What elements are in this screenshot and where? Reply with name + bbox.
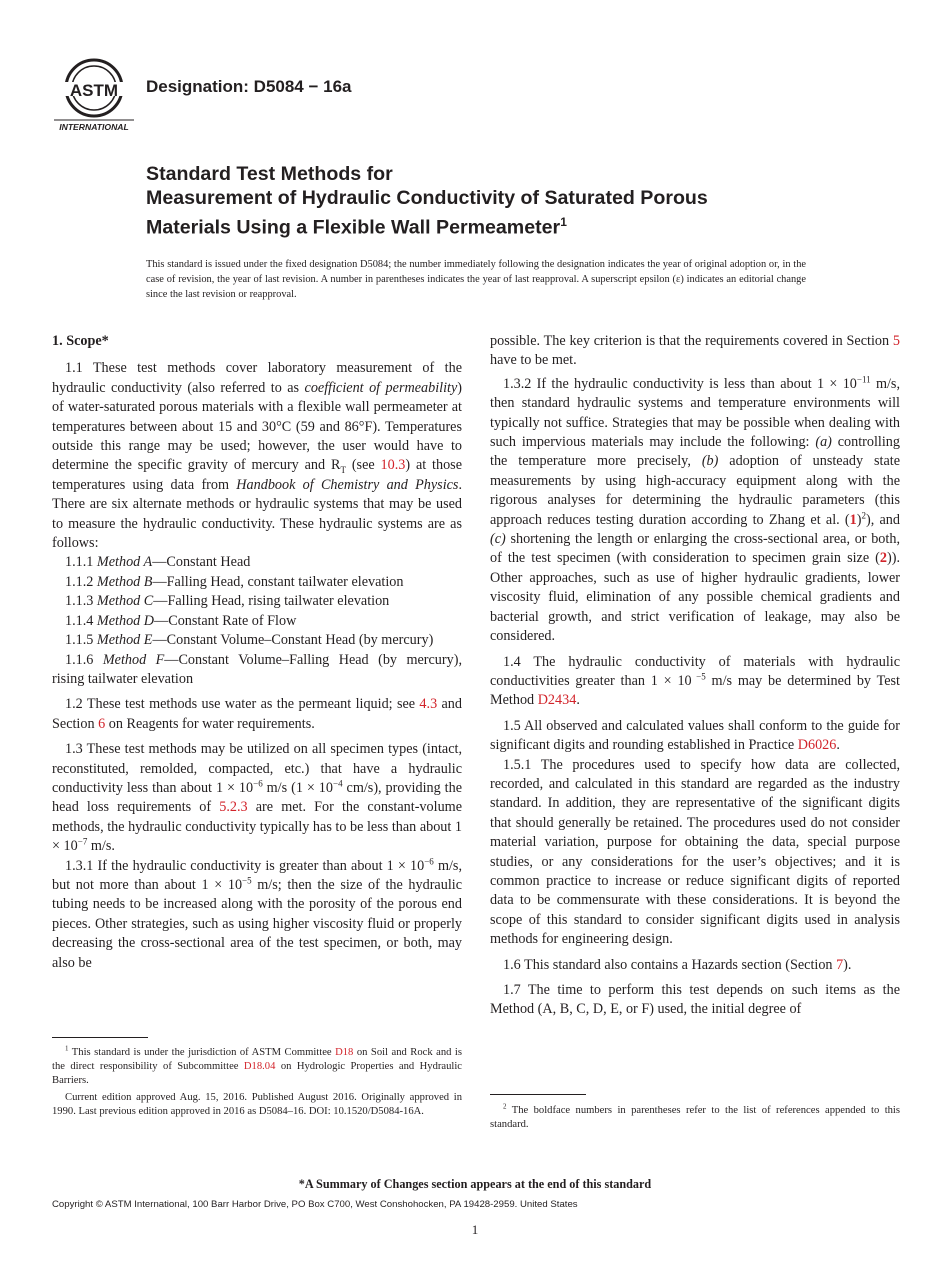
text: adoption of unsteady state measurements by using high-accuracy equipment along with the rigorous analyses for determining the hydraulic parameters (this approach reduces testing duration according to Zhang et al. (	[490, 453, 901, 528]
text: m/s may be determined by Test Method	[490, 672, 900, 709]
link-10-3[interactable]: 10.3	[380, 457, 406, 474]
method-number: 1.1.4	[65, 612, 97, 629]
method-name: Method B	[96, 573, 153, 590]
astm-logo	[52, 58, 136, 134]
text: .	[836, 737, 840, 754]
designation: Designation: D5084 − 16a	[146, 77, 352, 96]
text: m/s; then the size of the hydraulic tubing needs to be increased along with the porosity of the porous end pieces. Other strategies, such as using higher viscosity fluid or properly decreasing the cross-sectional area of the test specimen, or both, may also be	[52, 876, 463, 971]
method-desc: —Falling Head, rising tailwater elevation	[153, 593, 390, 610]
text: are met. For the constant-volume methods, the hydraulic conductivity typically has to be less than about 1 × 10	[52, 799, 462, 855]
superscript: −5	[691, 671, 706, 682]
method-item-e	[52, 631, 462, 650]
title-line-2: Measurement of Hydraulic Conductivity of Saturated Porous	[146, 187, 708, 209]
method-name: Method F	[102, 651, 165, 668]
text: 1.6 This standard also contains a Hazards section (Section	[503, 956, 837, 973]
footnote-rule	[52, 1037, 148, 1038]
text: ), and	[865, 511, 900, 528]
left-column	[52, 332, 462, 973]
footnote-1-edition: Current edition approved Aug. 15, 2016. Published August 2016. Originally approved in 1990. Last previous edition approved in 2016 as D5084–16. DOI: 10.1520/D5084-16A.	[52, 1091, 462, 1117]
text: on Soil and Rock and is the direct responsibility of Subcommittee	[52, 1047, 462, 1073]
method-number: 1.1.6	[65, 651, 103, 668]
method-desc: —Constant Head	[152, 554, 251, 571]
ref-link-2[interactable]: 2	[879, 550, 887, 567]
title-line-1: Standard Test Methods for	[146, 163, 393, 185]
superscript: 2	[861, 509, 866, 520]
text: on Reagents for water requirements.	[105, 715, 315, 732]
document-title	[146, 162, 866, 240]
footnote-1-jurisdiction	[52, 1046, 462, 1089]
page-number: 1	[471, 1222, 479, 1237]
link-section-7[interactable]: 7	[836, 956, 844, 973]
section-heading-scope: 1. Scope*	[52, 333, 109, 349]
ref-link-1[interactable]: 1	[849, 511, 857, 528]
text: )	[856, 511, 862, 528]
method-item-c	[52, 592, 462, 611]
logo-text-international: INTERNATIONAL	[59, 122, 129, 132]
method-number: 1.1.5	[65, 632, 97, 649]
text-italic: Handbook of Chemistry and Physics	[236, 476, 459, 493]
text: This standard is under the jurisdiction of ASTM Committee	[68, 1047, 336, 1058]
method-desc: —Constant Volume–Constant Head (by mercury)	[152, 632, 434, 649]
text-italic: (c)	[490, 531, 506, 548]
title-footnote-mark: 1	[560, 215, 567, 229]
method-item-f	[52, 651, 462, 690]
method-name: Method C	[96, 593, 154, 610]
method-number: 1.1.3	[65, 593, 97, 610]
text: and Section	[52, 696, 462, 732]
para-1-3-1	[52, 857, 462, 973]
text: m/s, but not more than about 1 × 10	[52, 857, 462, 893]
logo-text-astm: ASTM	[69, 81, 119, 100]
para-1-3	[52, 740, 462, 856]
method-name: Method A	[96, 554, 153, 571]
para-1-3-1-continued: possible. The key criterion is that the requirements covered in Section 5 have to be met.	[490, 333, 900, 369]
text-italic: coefficient of permeability	[304, 379, 458, 396]
astm-logo-graphic	[52, 58, 136, 134]
title-line-3-text: Materials Using a Flexible Wall Permeameter	[146, 216, 561, 239]
text: 1.1 These test methods cover laboratory measurement of the hydraulic conductivity (also referred to as	[52, 360, 462, 396]
text: m/s, then standard hydraulic systems and temperature environments will typically not suffice. Strategies that may be possible when dealing with such impervious materials may include the following:	[490, 375, 900, 451]
right-column	[490, 332, 900, 1020]
subscript: T	[340, 465, 346, 476]
text: cm/s), providing the head loss requirements of	[52, 779, 462, 816]
para-1-4	[490, 653, 900, 711]
link-section-5-dup[interactable]: 5	[892, 333, 900, 349]
title-line-3	[146, 210, 866, 240]
para-1-1	[52, 359, 462, 553]
link-d6026[interactable]: D6026	[797, 737, 837, 754]
superscript: −11	[856, 374, 871, 385]
method-desc: —Constant Rate of Flow	[154, 612, 297, 629]
text: . There are six alternate methods or hydraulic systems that may be used to measure the hydraulic conductivity. These hydraulic systems are as follows:	[52, 476, 462, 552]
footnote-mark: 2	[503, 1102, 507, 1111]
superscript: −6	[253, 778, 263, 789]
link-4-3[interactable]: 4.3	[419, 696, 438, 713]
copyright-line: Copyright © ASTM International, 100 Barr Harbor Drive, PO Box C700, West Conshohocken, PA 19428-2959. United States	[52, 1199, 578, 1210]
footnote-2-text	[490, 1104, 900, 1132]
footnote-2	[490, 1104, 900, 1132]
text: (see	[345, 457, 381, 474]
link-d2434[interactable]: D2434	[537, 692, 577, 709]
text: .	[576, 692, 580, 709]
link-d18[interactable]: D18	[335, 1047, 354, 1058]
link-section-6[interactable]: 6	[98, 715, 106, 732]
text: 1.3.1 If the hydraulic conductivity is greater than about 1 × 10	[65, 857, 425, 874]
text: ) at those temperatures using data from	[52, 457, 463, 493]
footnote-1	[52, 1046, 462, 1119]
para-1-2	[52, 695, 462, 734]
intro-paragraph: This standard is issued under the fixed designation D5084; the number immediately following the designation indicates the year of original adoption or, in the case of revision, the year of last revision. A number in parentheses indicates the year of last reapproval. A superscript epsilon (ε) indicates an editorial change since the last revision or reapproval.	[146, 259, 806, 300]
method-desc: —Constant Volume–Falling Head (by mercury), rising tailwater elevation	[52, 651, 462, 687]
text: ).	[843, 956, 852, 973]
text: m/s.	[87, 838, 115, 855]
superscript: −5	[242, 875, 252, 886]
method-name: Method D	[96, 612, 155, 629]
text-italic: (a)	[815, 434, 832, 451]
text: on Hydrologic Properties and Hydraulic Barriers.	[52, 1061, 463, 1087]
method-number: 1.1.2	[65, 573, 97, 590]
para-1-5	[490, 717, 900, 756]
para-1-7: 1.7 The time to perform this test depends on such items as the Method (A, B, C, D, E, or F) used, the initial degree of	[490, 982, 900, 1018]
text: 1.3.2 If the hydraulic conductivity is less than about 1 × 10	[503, 375, 857, 392]
footnote-rule	[490, 1094, 586, 1095]
method-number: 1.1.1	[65, 554, 97, 571]
superscript: −4	[333, 778, 343, 789]
link-5-2-3[interactable]: 5.2.3	[219, 799, 248, 816]
superscript: −7	[77, 836, 88, 847]
para-1-5-1: 1.5.1 The procedures used to specify how data are collected, recorded, and calculated in this standard are regarded as the industry standard. In addition, they are representative of the significant digits that should generally be retained. The procedures used do not consider material variation, purpose for obtaining the data, special purpose studies, or any considerations for the user’s objectives; and it is common practice to increase or reduce significant digits of reported data to be commensurate with these considerations. It is beyond the scope of this standard to consider significant digits used in analysis methods for engineering design.	[490, 756, 900, 948]
text: 1.4 The hydraulic conductivity of materials with hydraulic conductivities greater than 1 × 10	[490, 653, 900, 689]
para-1-3-2	[490, 375, 900, 647]
text: shortening the length or enlarging the cross-sectional area, or both, of the test specimen (with consideration to specimen grain size (	[490, 531, 900, 567]
footnote-mark: 1	[65, 1044, 69, 1053]
text: 1.5 All observed and calculated values shall conform to the guide for significant digits and rounding established in Practice	[490, 717, 900, 754]
method-item-b	[52, 573, 462, 592]
text: The boldface numbers in parentheses refer to the list of references appended to this standard.	[490, 1105, 900, 1131]
method-desc: —Falling Head, constant tailwater elevation	[152, 573, 404, 590]
superscript: −6	[424, 855, 434, 866]
text: 1.3 These test methods may be utilized on all specimen types (intact, reconstituted, remolded, compacted, etc.) that have a hydraulic conductivity less than about 1 × 10	[52, 741, 462, 796]
summary-of-changes-note: *A Summary of Changes section appears at the end of this standard	[298, 1177, 652, 1191]
para-1-6	[490, 956, 900, 975]
text-italic: (b)	[701, 453, 719, 470]
text: )). Other approaches, such as use of higher hydraulic gradients, lower viscosity fluid, elimination of any possible chemical gradients and bacterial growth, and strict verification of leakage, may also be considered.	[490, 550, 900, 645]
method-name: Method E	[96, 632, 153, 649]
method-item-d	[52, 612, 462, 631]
text: m/s (1 × 10	[262, 779, 333, 796]
link-d18-04[interactable]: D18.04	[243, 1061, 276, 1073]
text: controlling the temperature more precisely,	[490, 434, 900, 470]
method-item-a	[52, 553, 462, 572]
text: 1.2 These test methods use water as the permeant liquid; see	[65, 696, 420, 713]
text: ) of water-saturated porous materials with a flexible wall permeameter at temperatures between about 15 and 30°C (59 and 86°F). Temperatures outside this range may be used; however, the user would have to determine the specific gravity of mercury and R	[52, 379, 462, 474]
